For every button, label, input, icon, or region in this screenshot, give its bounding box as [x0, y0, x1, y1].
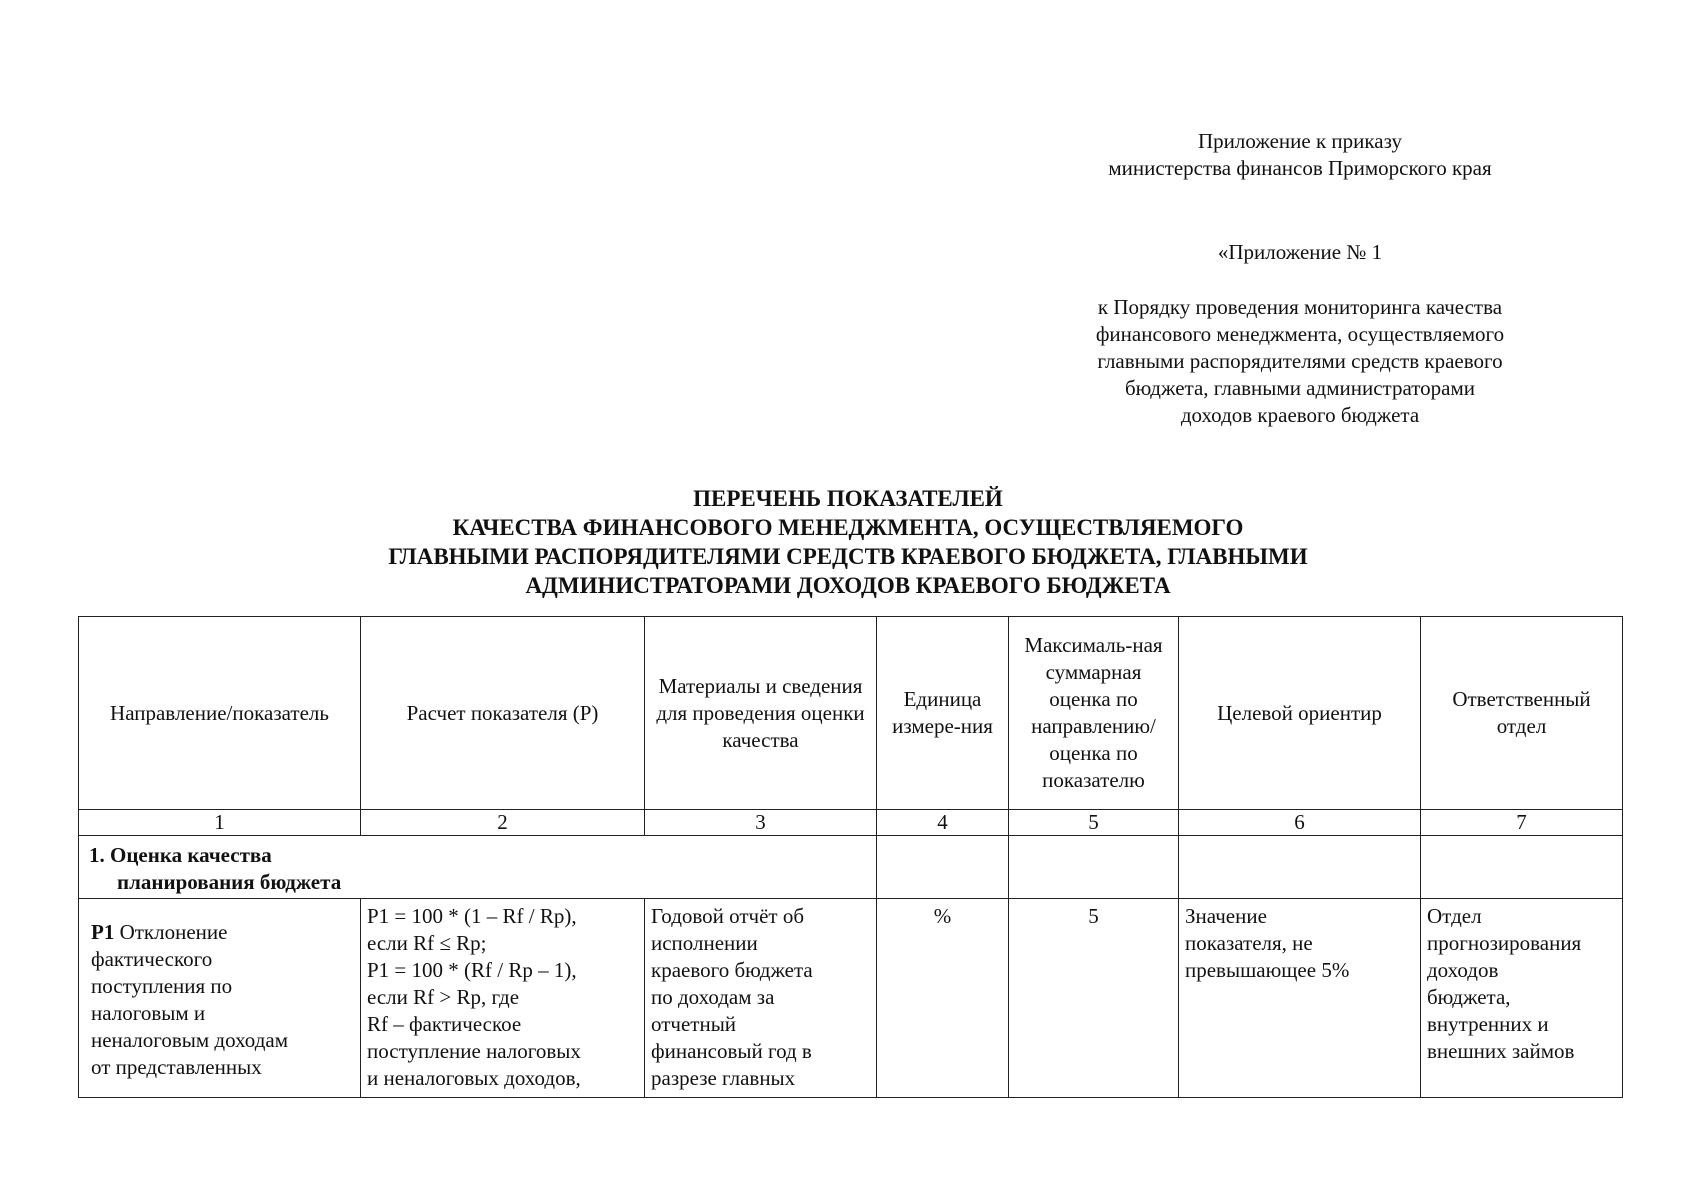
- indicators-table: [78, 616, 1623, 1098]
- indicator-name-line: от представленных: [91, 1055, 262, 1079]
- attachment-line-1: Приложение к приказу: [1198, 129, 1402, 153]
- indicator-name-line: Отклонение: [114, 920, 228, 944]
- materials-line: по доходам за: [651, 985, 775, 1009]
- calculation-line: если Rf > Rp, где: [367, 985, 520, 1009]
- materials-line: отчетный: [651, 1012, 737, 1036]
- title-line-1: ПЕРЕЧЕНЬ ПОКАЗАТЕЛЕЙ: [693, 486, 1003, 511]
- materials-line: краевого бюджета: [651, 958, 813, 982]
- header-target: Целевой ориентир: [1179, 617, 1421, 810]
- section-title-line-2: планирования бюджета: [117, 870, 342, 894]
- title-line-2: КАЧЕСТВА ФИНАНСОВОГО МЕНЕДЖМЕНТА, ОСУЩЕСТВЛЯЕМОГО: [452, 515, 1244, 540]
- header-materials: Материалы и сведения для проведения оценки качества: [645, 617, 877, 810]
- title-line-3: ГЛАВНЫМИ РАСПОРЯДИТЕЛЯМИ СРЕДСТВ КРАЕВОГО БЮДЖЕТА, ГЛАВНЫМИ: [388, 544, 1308, 569]
- department-line: Отдел: [1427, 904, 1482, 928]
- attachment-note: [1040, 128, 1560, 182]
- materials-line: разрезе главных: [651, 1066, 796, 1090]
- indicator-name-cell: [79, 899, 361, 1098]
- order-reference: [1030, 294, 1570, 429]
- section-empty-cell: [1421, 836, 1623, 899]
- calculation-line: P1 = 100 * (1 – Rf / Rp),: [367, 904, 577, 928]
- indicator-name-line: налоговым и: [91, 1001, 206, 1025]
- header-department: Ответственный отдел: [1421, 617, 1623, 810]
- target-line: превышающее 5%: [1185, 958, 1350, 982]
- order-line-5: доходов краевого бюджета: [1180, 403, 1420, 427]
- header-calculation: Расчет показателя (P): [361, 617, 645, 810]
- section-empty-cell: [877, 836, 1009, 899]
- materials-line: финансовый год в: [651, 1039, 812, 1063]
- title-line-4: АДМИНИСТРАТОРАМИ ДОХОДОВ КРАЕВОГО БЮДЖЕТА: [525, 573, 1171, 598]
- section-empty-cell: [1179, 836, 1421, 899]
- order-line-3: главными распорядителями средств краевого: [1097, 349, 1503, 373]
- section-title-line-1: 1. Оценка качества: [89, 843, 272, 867]
- indicator-name-line: поступления по: [91, 974, 233, 998]
- department-line: доходов: [1427, 958, 1499, 982]
- column-number: 4: [877, 810, 1009, 836]
- column-number: 5: [1009, 810, 1179, 836]
- target-line: Значение: [1185, 904, 1267, 928]
- materials-cell: [645, 899, 877, 1098]
- table-row: [79, 899, 1623, 1098]
- calculation-line: поступление налоговых: [367, 1039, 581, 1063]
- column-number: 7: [1421, 810, 1623, 836]
- order-line-1: к Порядку проведения мониторинга качества: [1097, 295, 1503, 319]
- indicator-name-line: неналоговым доходам: [91, 1028, 288, 1052]
- attachment-line-2: министерства финансов Приморского края: [1108, 156, 1492, 180]
- max-score-cell: 5: [1009, 899, 1179, 1098]
- indicator-code: P1: [91, 920, 115, 944]
- document-title: [200, 484, 1496, 600]
- materials-line: Годовой отчёт об: [651, 904, 805, 928]
- materials-line: исполнении: [651, 931, 758, 955]
- calculation-line: если Rf ≤ Rp;: [367, 931, 487, 955]
- calculation-cell: [361, 899, 645, 1098]
- column-number: 3: [645, 810, 877, 836]
- column-number: 2: [361, 810, 645, 836]
- unit-cell: %: [877, 899, 1009, 1098]
- column-number: 1: [79, 810, 361, 836]
- calculation-line: Rf – фактическое: [367, 1012, 522, 1036]
- section-empty-cell: [1009, 836, 1179, 899]
- department-cell: [1421, 899, 1623, 1098]
- calculation-line: и неналоговых доходов,: [367, 1066, 581, 1090]
- column-number-row: [79, 810, 1623, 836]
- header-unit: Единица измере-ния: [877, 617, 1009, 810]
- order-line-4: бюджета, главными администраторами: [1125, 376, 1475, 400]
- column-number: 6: [1179, 810, 1421, 836]
- calculation-line: P1 = 100 * (Rf / Rp – 1),: [367, 958, 577, 982]
- indicator-name-line: фактического: [91, 947, 213, 971]
- section-title: [79, 836, 877, 899]
- target-cell: [1179, 899, 1421, 1098]
- order-line-2: финансового менеджмента, осуществляемого: [1095, 322, 1505, 346]
- department-line: внешних займов: [1427, 1039, 1575, 1063]
- target-line: показателя, не: [1185, 931, 1313, 955]
- header-direction: Направление/показатель: [79, 617, 361, 810]
- table-header-row: [79, 617, 1623, 810]
- department-line: внутренних и: [1427, 1012, 1549, 1036]
- department-line: бюджета,: [1427, 985, 1511, 1009]
- header-max-score: Максималь-ная суммарная оценка по направлению/ оценка по показателю: [1009, 617, 1179, 810]
- section-row: [79, 836, 1623, 899]
- department-line: прогнозирования: [1427, 931, 1582, 955]
- appendix-label: «Приложение № 1: [1217, 240, 1383, 264]
